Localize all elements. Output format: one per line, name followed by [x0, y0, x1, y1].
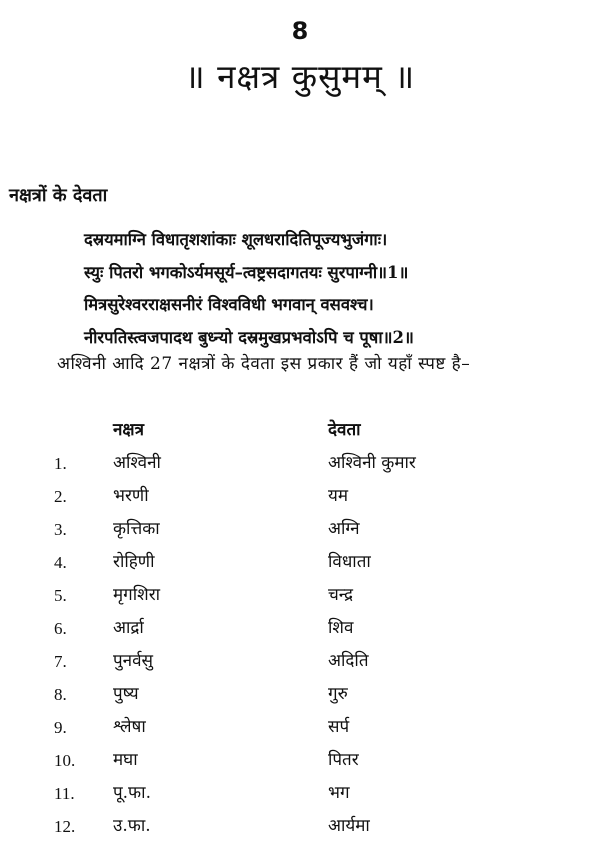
row-devata: पितर: [328, 750, 359, 770]
row-nakshatra: भरणी: [113, 486, 149, 506]
row-nakshatra: पुनर्वसु: [113, 651, 154, 671]
row-number: 6.: [54, 619, 67, 638]
verse-line: नीरपतिस्त्वजपादथ बुध्न्यो दस्रमुखप्रभवोऽपि च पूषा॥2॥: [84, 327, 414, 347]
row-number: 1.: [54, 454, 67, 473]
verse-line: दस्रयमाग्नि विधातृशशांकाः शूलधरादितिपूज्यभुजंगाः।: [84, 230, 388, 249]
row-number: 5.: [54, 586, 67, 605]
row-number: 4.: [54, 553, 67, 572]
row-devata: आर्यमा: [328, 816, 370, 836]
table-row: [0, 678, 600, 711]
table-row: [0, 777, 600, 810]
row-number: 8.: [54, 685, 67, 704]
row-nakshatra: कृत्तिका: [113, 519, 160, 539]
row-devata: चन्द्र: [328, 585, 354, 605]
nakshatra-devata-table: [0, 414, 600, 843]
row-nakshatra: आर्द्रा: [113, 618, 144, 638]
section-heading: नक्षत्रों के देवता: [9, 185, 108, 206]
row-nakshatra: पुष्य: [113, 684, 139, 704]
row-number: 9.: [54, 718, 67, 737]
row-devata: भग: [328, 783, 350, 803]
table-row: [0, 645, 600, 678]
row-number: 11.: [54, 784, 75, 803]
table-row: [0, 546, 600, 579]
table-row: [0, 612, 600, 645]
table-row: [0, 447, 600, 480]
row-devata: अग्नि: [328, 519, 360, 539]
row-number: 2.: [54, 487, 67, 506]
row-nakshatra: पू.फा.: [113, 783, 151, 803]
intro-paragraph: अश्विनी आदि 27 नक्षत्रों के देवता इस प्रकार हैं जो यहाँ स्पष्ट है–: [57, 354, 471, 374]
table-row: [0, 810, 600, 843]
row-nakshatra: उ.फा.: [113, 816, 151, 836]
header-devata: देवता: [328, 420, 361, 440]
row-devata: गुरु: [328, 684, 348, 704]
chapter-title: ॥ नक्षत्र कुसुमम् ॥: [184, 57, 416, 96]
row-devata: शिव: [328, 618, 354, 638]
table-row: [0, 480, 600, 513]
verse-line: मित्रसुरेश्वरराक्षसनीरं विश्वविधी भगवान् वसवश्च।: [84, 295, 374, 314]
row-devata: अश्विनी कुमार: [328, 453, 416, 473]
table-row: [0, 513, 600, 546]
row-nakshatra: मघा: [113, 750, 138, 770]
row-number: 3.: [54, 520, 67, 539]
table-header: [0, 414, 600, 447]
row-devata: सर्प: [328, 717, 350, 737]
row-nakshatra: अश्विनी: [113, 453, 161, 473]
row-nakshatra: मृगशिरा: [113, 585, 161, 605]
sanskrit-verse: [84, 224, 414, 354]
chapter-number: 8: [291, 17, 309, 45]
verse-line: स्युः पितरो भगकोऽर्यमसूर्य–त्वष्ट्रसदागतयः सुरपाग्नी॥1॥: [84, 262, 409, 282]
row-nakshatra: श्लेषा: [113, 717, 146, 737]
table-row: [0, 744, 600, 777]
row-nakshatra: रोहिणी: [113, 552, 155, 572]
row-devata: विधाता: [328, 552, 371, 572]
table-row: [0, 711, 600, 744]
row-number: 12.: [54, 817, 76, 836]
row-devata: यम: [328, 486, 349, 506]
row-number: 10.: [54, 751, 76, 770]
table-row: [0, 579, 600, 612]
row-number: 7.: [54, 652, 67, 671]
table-body: [0, 447, 600, 843]
row-devata: अदिति: [328, 651, 369, 671]
header-nakshatra: नक्षत्र: [113, 420, 145, 440]
